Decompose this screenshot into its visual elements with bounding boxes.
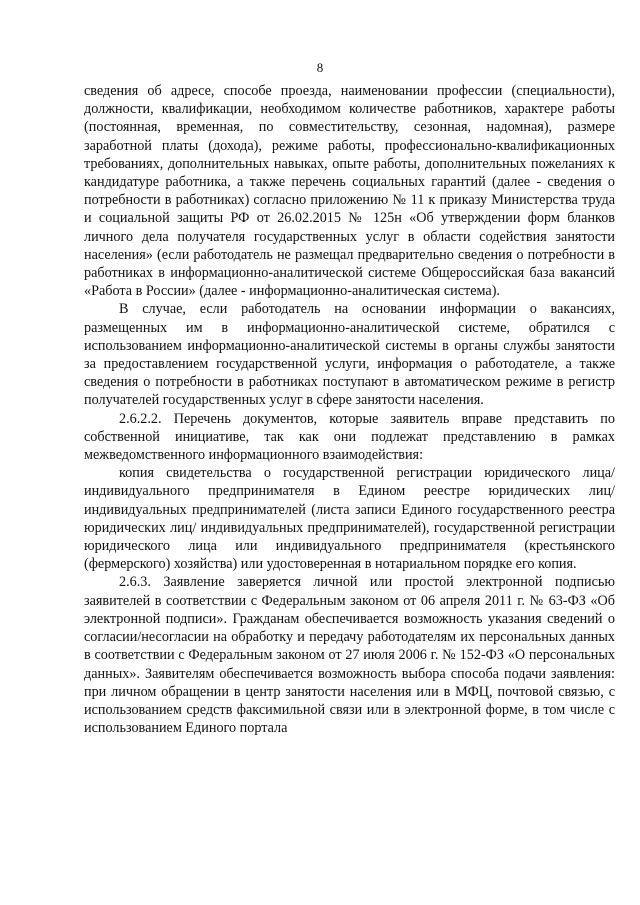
document-body <box>84 82 615 737</box>
paragraph-employer-request: В случае, если работодатель на основании информации о вакансиях, размещенных им в информационно-аналитической системе, обратился с использованием информационно-аналитической системы в органы службы занятости за предоставлением государственной услуги, информация о работодателе, а также сведения о потребности в работниках поступают в автоматическом режиме в регистр получателей государственных услуг в сфере занятости населения. <box>84 301 615 409</box>
paragraph-section-2-6-3: 2.6.3. Заявление заверяется личной или простой электронной подписью заявителей в соответствии с Федеральным законом от 06 апреля 2011 г. № 63-ФЗ «Об электронной подписи». Гражданам обеспечивается возможность указания сведений о согласии/несогласии на обработку и передачу работодателям их персональных данных в соответствии с Федеральным законом от 27 июля 2006 г. № 152-ФЗ «О персональных данных». Заявителям обеспечивается возможность выбора способа подачи заявления: при личном обращении в центр занятости населения или в МФЦ, почтовой связью, с использованием средств факсимильной связи или в электронной форме, в том числе с использованием Единого портала <box>84 574 615 737</box>
paragraph-section-2-6-2-2: 2.6.2.2. Перечень документов, которые заявитель вправе представить по собственной инициативе, так как они подлежат представлению в рамках межведомственного информационного взаимодействия: <box>84 410 615 464</box>
paragraph-contact-details: сведения об адресе, способе проезда, наименовании профессии (специальности), должности, квалификации, необходимом количестве работников, характере работы (постоянная, временная, по совместительству, сезонная, надомная), размере заработной платы (дохода), режиме работы, профессионально-квалификационных требованиях, дополнительных навыках, опыте работы, дополнительных пожеланиях к кандидатуре работника, а также перечень социальных гарантий (далее - сведения о потребности в работниках) согласно приложению № 11 к приказу Министерства труда и социальной защиты РФ от 26.02.2015 № 125н «Об утверждении форм бланков личного дела получателя государственных услуг в области содействия занятости населения» (если работодатель не размещал предварительно сведения о потребности в работниках в информационно-аналитической системе Общероссийская база вакансий «Работа в России» (далее - информационно-аналитическая система). <box>84 83 615 300</box>
paragraph-registration-certificate: копия свидетельства о государственной регистрации юридического лица/индивидуального предпринимателя в Едином реестре юридических лиц/индивидуальных предпринимателей (листа записи Единого государственного реестра юридических лиц/ индивидуальных предпринимателей), государственной регистрации юридического лица или индивидуального предпринимателя (крестьянского (фермерского) хозяйства) или удостоверенная в нотариальном порядке его копия. <box>84 465 615 573</box>
page-number: 8 <box>316 60 324 75</box>
